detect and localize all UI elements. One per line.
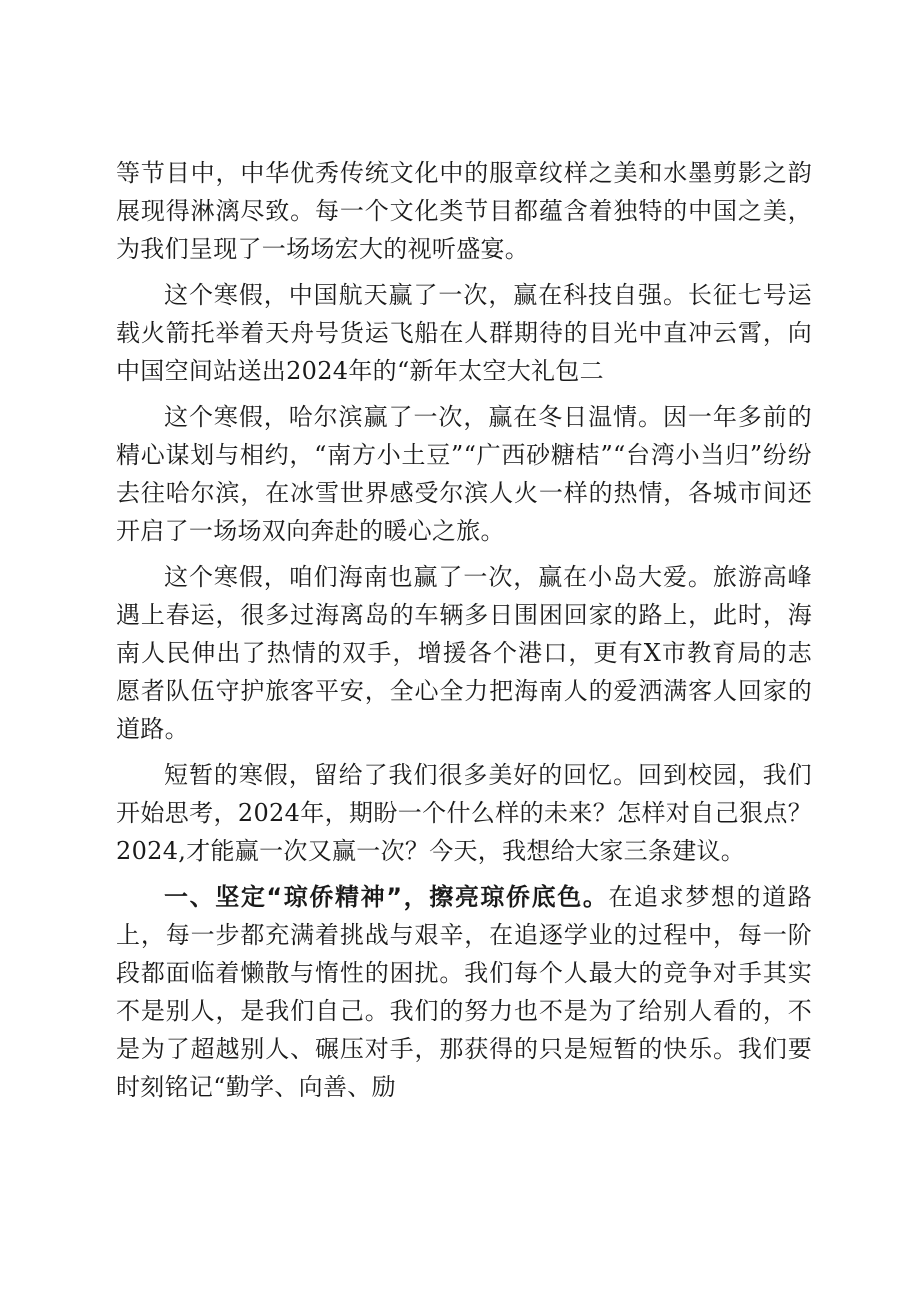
paragraph-3-text: 这个寒假，哈尔滨赢了一次，赢在冬日温情。因一年多前的精心谋划与相约，“南方小土豆”“广西砂糖桔”“台湾小当归”纷纷去往哈尔滨，在冰雪世界感受尔滨人火一样的热情，各城市间还开启了一场场双向奔赴的暖心之旅。 [116,403,812,545]
paragraph-2 [116,276,812,390]
paragraph-3 [116,398,812,550]
paragraph-5 [116,756,812,870]
paragraph-6 [116,878,812,1106]
document-body [116,154,812,1114]
paragraph-1-text: 等节目中，中华优秀传统文化中的服章纹样之美和水墨剪影之韵展现得淋漓尽致。每一个文化类节目都蕴含着独特的中国之美，为我们呈现了一场场宏大的视听盛宴。 [116,159,812,263]
paragraph-4 [116,558,812,748]
paragraph-1 [116,154,812,268]
section-heading-1: 一、坚定“琼侨精神”，擦亮琼侨底色。 [164,883,609,911]
paragraph-6-text: 在追求梦想的道路上，每一步都充满着挑战与艰辛，在追逐学业的过程中，每一阶段都面临着懒散与惰性的困扰。我们每个人最大的竞争对手其实不是别人，是我们自己。我们的努力也不是为了给别人看的，不是为了超越别人、碾压对手，那获得的只是短暂的快乐。我们要时刻铭记“勤学、向善、励 [116,883,812,1101]
paragraph-5-text: 短暂的寒假，留给了我们很多美好的回忆。回到校园，我们开始思考，2024年，期盼一个什么样的未来？怎样对自己狠点？2024,才能赢一次又赢一次？今天，我想给大家三条建议。 [116,761,812,865]
paragraph-2-text: 这个寒假，中国航天赢了一次，赢在科技自强。长征七号运载火箭托举着天舟号货运飞船在人群期待的目光中直冲云霄，向中国空间站送出2024年的“新年太空大礼包二 [116,281,812,385]
paragraph-4-text: 这个寒假，咱们海南也赢了一次，赢在小岛大爱。旅游高峰遇上春运，很多过海离岛的车辆多日围困回家的路上，此时，海南人民伸出了热情的双手，增援各个港口，更有X市教育局的志愿者队伍守护旅客平安，全心全力把海南人的爱洒满客人回家的道路。 [116,563,812,743]
